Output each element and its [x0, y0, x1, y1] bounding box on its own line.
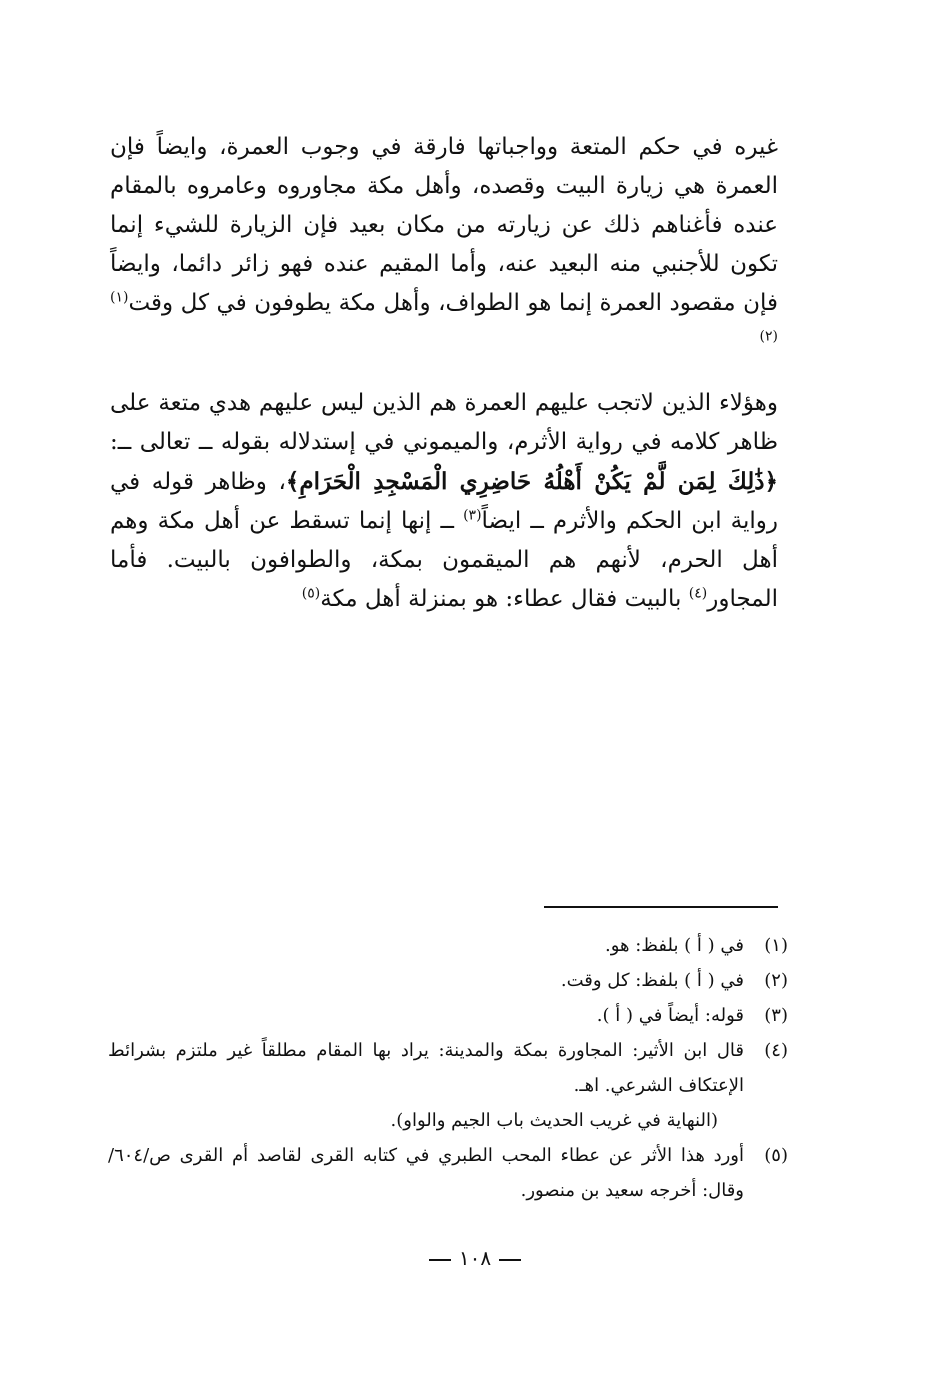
paragraph-1 [110, 128, 778, 362]
main-text-segment: بالبيت فقال عطاء: هو بمنزلة أهل مكة [320, 586, 682, 612]
footnote-body [108, 928, 744, 963]
page-number-dash [429, 1259, 451, 1261]
footnote-line: في ( أ ) بلفظ: كل وقت. [560, 970, 744, 991]
footnote-number: (١) [764, 935, 788, 956]
quran-verse: ﴿ذَٰلِكَ لِمَن لَّمْ يَكُنْ أَهْلُهُ حَاضِرِي الْمَسْجِدِ الْحَرَامِ﴾ [285, 468, 778, 495]
footnote-5 [108, 1138, 788, 1208]
footnote-divider [544, 906, 778, 908]
page-number-dash [499, 1259, 521, 1261]
footnote-line: في ( أ ) بلفظ: هو. [605, 935, 744, 956]
footnote-2 [108, 963, 788, 998]
main-text-segment: غيره في حكم المتعة وواجباتها فارقة في وجوب العمرة، وايضاً فإن العمرة هي زيارة البيت وقصده، وأهل مكة مجاوروه وعامروه بالمقام عنده فأغناهم ذلك عن زيارته من مكان بعيد فإن الزيارة للشيء إنما تكون للأجنبي منه البعيد عنه، وأما المقيم عنده فهو زائر دائما، وايضاً فإن مقصود العمرة إنما هو الطواف، وأهل مكة يطوفون في كل وقت [110, 134, 778, 316]
footnote-source-line: (النهاية في غريب الحديث باب الجيم والواو). [390, 1110, 718, 1131]
footnote-ref-3: (٣) [463, 507, 482, 524]
footnote-body [108, 963, 744, 998]
main-text-segment: ، وظاهر قوله في رواية ابن الحكم والأثرم ــ ايضاً [110, 469, 778, 534]
page-number-text: ١٠٨ [458, 1246, 492, 1270]
footnote-body [108, 1138, 744, 1208]
page-number [0, 1246, 950, 1270]
paragraph-2 [110, 384, 778, 619]
footnote-line: قوله: أيضاً في ( أ ). [596, 1005, 744, 1026]
footnote-ref-4: (٤) [688, 585, 708, 602]
main-text [110, 128, 778, 619]
footnote-number: (٤) [764, 1040, 788, 1061]
footnote-number: (٢) [764, 970, 788, 991]
main-text-segment: ــ إنها إنما تسقط عن أهل مكة وهم أهل الحرم، لأنهم هم الميقمون بمكة، والطوافون بالبيت. فأما المجاور [110, 508, 778, 612]
footnote-body [108, 1033, 744, 1138]
footnotes-list [108, 928, 788, 1208]
footnote-ref-2: (٢) [759, 328, 778, 345]
footnote-1 [108, 928, 788, 963]
footnote-3 [108, 998, 788, 1033]
footnote-number: (٥) [764, 1145, 788, 1166]
main-text-segment: وهؤلاء الذين لاتجب عليهم العمرة هم الذين ليس عليهم هدي متعة على ظاهر كلامه في رواية الأثرم، والميموني في إستدلاله بقوله ــ تعالى ــ: [110, 390, 778, 455]
footnote-ref-1: (١) [110, 289, 129, 306]
footnote-ref-5: (٥) [301, 585, 321, 602]
footnote-4 [108, 1033, 788, 1138]
footnote-line: أورد هذا الأثر عن عطاء المحب الطبري في كتابه القرى لقاصد أم القرى ص/٦٠٤/ وقال: أخرجه سعيد بن منصور. [108, 1145, 744, 1201]
footnote-body [108, 998, 744, 1033]
footnote-number: (٣) [764, 1005, 788, 1026]
footnote-line: قال ابن الأثير: المجاورة بمكة والمدينة: يراد بها المقام مطلقاً غير ملتزم بشرائط الإعتكاف الشرعي. اهـ. [108, 1040, 744, 1096]
